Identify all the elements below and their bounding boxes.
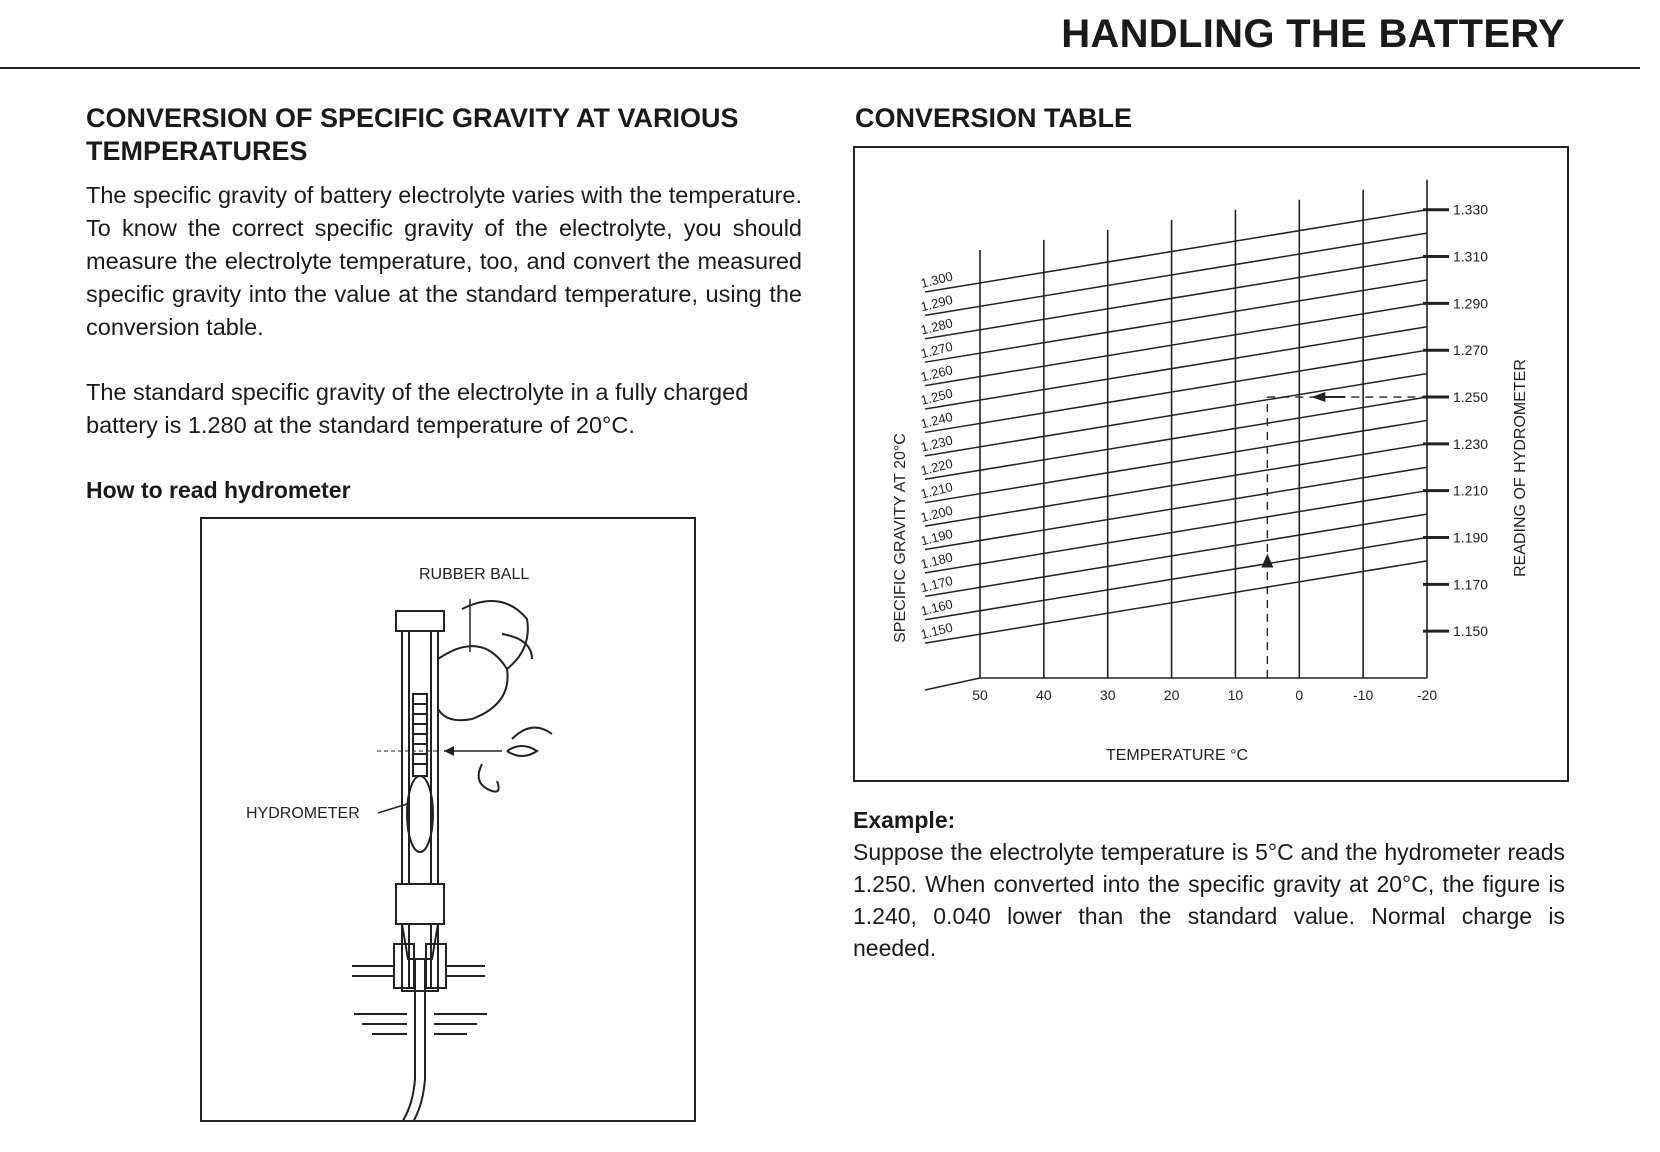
- example-up-arrow: [1261, 554, 1273, 568]
- gravity-series-line: [925, 561, 1427, 643]
- hydrometer-subheading: How to read hydrometer: [86, 477, 351, 503]
- gravity-series-line: [925, 374, 1427, 456]
- x-tick-label: 40: [1036, 687, 1052, 703]
- example-heading: Example:: [853, 807, 956, 833]
- series-label: 1.250: [919, 385, 955, 408]
- hydrometer-tick-label: 1.250: [1453, 389, 1489, 406]
- gravity-series-line: [925, 467, 1427, 549]
- gravity-series-line: [925, 420, 1427, 502]
- gravity-series-line: [925, 491, 1427, 573]
- gravity-series-line: [925, 210, 1427, 292]
- section-title-conversion: CONVERSION OF SPECIFIC GRAVITY AT VARIOUS TEMPERATURES: [86, 103, 739, 166]
- hydrometer-figure: [200, 517, 696, 1122]
- x-tick-label: 0: [1295, 687, 1304, 703]
- conversion-chart-frame: [853, 146, 1569, 782]
- series-label: 1.280: [919, 315, 955, 338]
- series-label: 1.230: [919, 432, 955, 455]
- conversion-chart: [855, 148, 1567, 780]
- gravity-series-line: [925, 280, 1427, 362]
- x-tick-label: -20: [1416, 687, 1438, 703]
- hydrometer-tick-label: 1.290: [1453, 295, 1489, 312]
- example-paragraph: Suppose the electrolyte temperature is 5°C and the hydrometer reads 1.250. When converted into the specific gravity at 20°C, the figure is 1.240, 0.040 lower than the standard value. Normal charge is needed.: [853, 839, 1565, 961]
- gravity-series-line: [925, 233, 1427, 315]
- series-label: 1.190: [919, 525, 955, 549]
- x-tick-label: -10: [1353, 687, 1374, 703]
- intro-paragraph: The specific gravity of battery electrolyte varies with the temperature. To know the correct specific gravity of the electrolyte, you should measure the electrolyte temperature, too, and convert the measured specific gravity into the value at the standard temperature, using the conversion table.: [86, 182, 802, 340]
- gravity-series-line: [925, 514, 1427, 596]
- series-label: 1.150: [919, 619, 955, 643]
- gravity-series-line: [925, 397, 1427, 479]
- y-axis-label-right: READING OF HYDROMETER: [1512, 359, 1529, 577]
- series-label: 1.180: [919, 549, 955, 572]
- hydrometer-tick-label: 1.330: [1453, 201, 1489, 218]
- hydrometer-tick-label: 1.270: [1453, 342, 1489, 359]
- gravity-series-line: [925, 257, 1427, 339]
- y-axis-label-left: SPECIFIC GRAVITY AT 20°C: [892, 433, 909, 643]
- x-tick-label: 30: [1099, 687, 1116, 703]
- hydrometer-tick-label: 1.170: [1453, 576, 1489, 593]
- hydrometer-label: HYDROMETER: [246, 805, 360, 822]
- hydrometer-tick-label: 1.150: [1453, 623, 1489, 640]
- hydrometer-tick-label: 1.210: [1453, 482, 1489, 499]
- series-label: 1.170: [919, 572, 955, 596]
- hydrometer-tick-label: 1.310: [1453, 248, 1489, 265]
- series-label: 1.210: [919, 479, 955, 502]
- x-tick-label: 20: [1163, 687, 1180, 703]
- gravity-series-line: [925, 350, 1427, 432]
- x-axis-label: TEMPERATURE °C: [1105, 747, 1249, 764]
- series-label: 1.300: [919, 268, 955, 291]
- series-label: 1.260: [919, 362, 955, 385]
- rubber-ball-label: RUBBER BALL: [419, 566, 530, 583]
- series-label: 1.270: [919, 338, 955, 362]
- x-tick-label: 10: [1227, 687, 1244, 703]
- series-label: 1.200: [919, 502, 955, 526]
- gravity-series-line: [925, 538, 1427, 620]
- standard-gravity-paragraph: The standard specific gravity of the electrolyte in a fully charged battery is 1.280 at the standard temperature of 20°C.: [86, 379, 749, 438]
- series-label: 1.290: [919, 291, 955, 315]
- header-rule: [0, 67, 1640, 69]
- hydrometer-illustration: [352, 601, 552, 1120]
- example-left-arrow: [1311, 392, 1325, 402]
- series-label: 1.160: [919, 596, 955, 619]
- gravity-series-line: [925, 444, 1427, 526]
- hydrometer-tick-label: 1.190: [1453, 529, 1489, 546]
- gravity-series-line: [925, 303, 1427, 385]
- series-label: 1.240: [919, 408, 955, 432]
- hydrometer-tick-label: 1.230: [1453, 435, 1489, 452]
- series-label: 1.220: [919, 455, 955, 479]
- page-header: HANDLING THE BATTERY: [1061, 12, 1565, 56]
- section-title-table: CONVERSION TABLE: [855, 103, 1133, 133]
- x-tick-label: 50: [972, 687, 988, 703]
